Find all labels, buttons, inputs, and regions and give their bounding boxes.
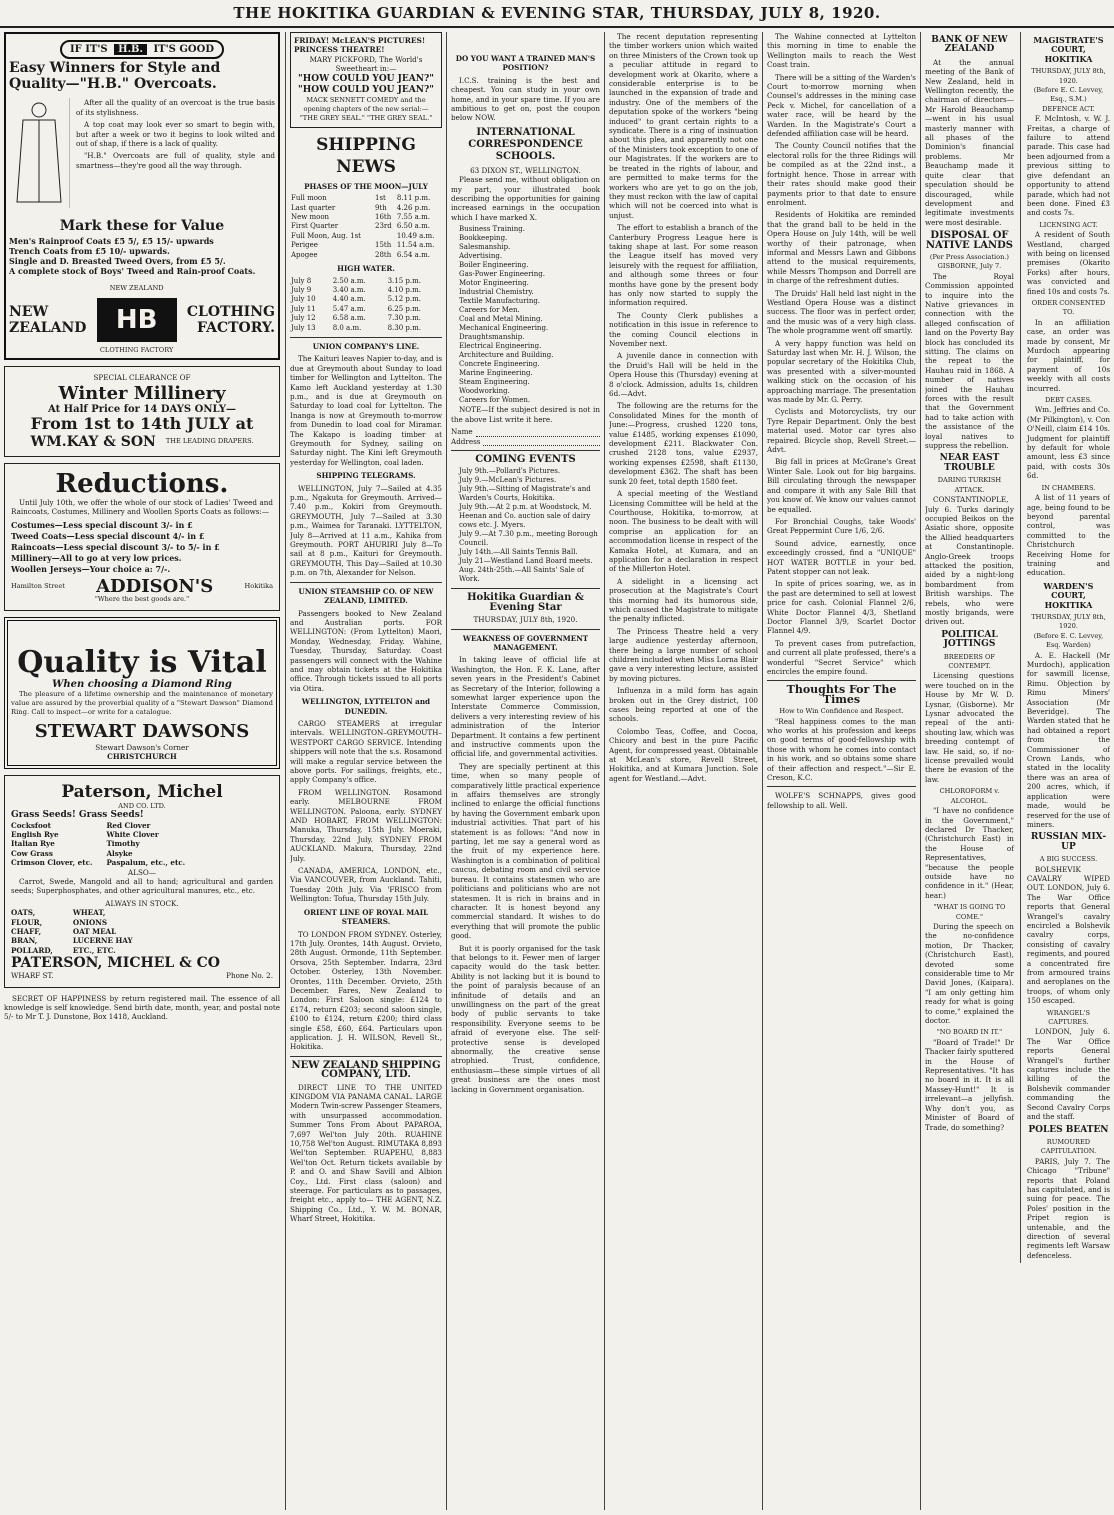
trained-heading: DO YOU WANT A TRAINED MAN'S POSITION? <box>455 54 596 73</box>
column-rule <box>604 32 605 1510</box>
court-date: THURSDAY, JULY 8th, 1920. <box>1031 67 1106 85</box>
course-item: Draughtsmanship. <box>459 333 525 342</box>
high-water-row-cell: 2.50 a.m. <box>332 276 366 285</box>
telegrams-text: WELLINGTON, July 7—Sailed at 4.35 p.m., Ngakuta for Greymouth. Arrived—7.40 p.m., Kokiri from Greymouth. GREYMOUTH, July 7—Sailed at 3.30 p.m., Waimea for Taranaki. LYTTELTON, July 8—Arrived at 11 a.m., Kahika from Greymouth. PORT AHURIRI July 8—To sail at 8 p.m., Kaituri for Greymouth. GREYMOUTH, This Day—Sailed at 10.30 p.m. on 7th, Alexander for Nelson. <box>290 483 442 578</box>
melbourne-text: FROM WELLINGTON. Rosamond early. MELBOURNE FROM WELLINGTON. Paloona, early. SYDNEY AND HOBART, FROM WELLINGTON: Manuka, Thursday, 15th July. Moeraki, Thursday, 22nd July. SYDNEY FROM AUCKLAND. Makura, Thursday, 22nd July. <box>290 787 442 863</box>
russian-sub: A BIG SUCCESS. <box>1039 855 1098 864</box>
going-text: During the speech on the no-confidence motion, Dr Thacker, (Christchurch East), devoted some considerable time to Mr David Jones, (Kaipara). "I am only getting him ready for what is going to come," explained the doctor. <box>925 921 1014 1026</box>
high-water-row-cell: 6.25 p.m. <box>387 304 421 313</box>
column-cables <box>925 32 1110 1510</box>
reductions-title: Reductions. <box>55 469 229 500</box>
editorial-paragraph: They are specially pertinent at this time, when so many people of comparatively little practical experience in affairs themselves are strongly inclined to enlarge the official functions by having the Government embark upon industrial activities. That part of his statement is as follows: "And now in parting, let me say a general word as the fruit of my experience here. Washington is a combination of political caucus, debating room and civil service bureau. It contains statesmen who are politicians and politicians who are not statesmen. It is rich in brains and in character. It is honest beyond any commercial standard. It wishes to do everything that will promote the public good. <box>451 761 600 941</box>
high-water-row <box>290 314 442 323</box>
poles-text: PARIS, July 7. The Chicago "Tribune" reports that Poland has capitulated, and is suing for peace. The Poles' position in the Pripet region is untenable, and the direction of several regiments left Warsaw defenceless. <box>1026 1156 1110 1260</box>
high-water-row-cell: 7.30 p.m. <box>387 314 421 323</box>
course-item: Advertising. <box>459 252 503 261</box>
reductions-town: Hokitika <box>244 582 273 591</box>
paterson-stock: ALWAYS IN STOCK. <box>105 898 179 908</box>
news-paragraph: A juvenile dance in connection with the Druid's Hall will be held in the Opera House this (Thursday) evening at 8 o'clock. Admission, adults 1s, children 6d.—Advt. <box>609 351 758 399</box>
moon-row-cell: 16th <box>375 213 392 222</box>
column-rule <box>920 32 921 1510</box>
moon-row <box>290 194 442 203</box>
coming-event-item: Aug. 24th-25th.—All Saints' Sale of Work. <box>459 566 584 584</box>
reductions-intro: Until July 10th, we offer the whole of our stock of Ladies' Tweed and Raincoats, Costumes, Millinery and Woollen Sports Coats as follows:— <box>11 498 273 517</box>
diamond-body: The pleasure of a lifetime ownership and the maintenance of monetary value are assured by the proverbial quality of a "Stewart Dawson" Diamond Ring. Call to inspect—or write for a catalogue. <box>11 689 273 717</box>
coming-events-list <box>451 467 600 584</box>
chambers-text: A list of 11 years of age, being found to be beyond parental control, was committed to the Christchurch Receiving Home for training and education. <box>1026 493 1110 578</box>
court-before: (Before E. C. Levvey, Esq., S.M.) <box>1033 86 1104 104</box>
diamond-corner: Stewart Dawson's Corner <box>95 742 189 752</box>
coming-event-item: July 21—Westland Land Board meets. <box>459 557 593 566</box>
court-heading: MAGISTRATE'S COURT, HOKITIKA <box>1033 35 1104 64</box>
moon-row-cell: 11.54 a.m. <box>396 241 435 250</box>
thoughts-text: "Real happiness comes to the man who works at his profession and keeps on good terms of good-fellowship with those with whom he comes into contact in his work, and so obtains some share of their affection and respect."—Sir E. Creson, K.C. <box>767 716 916 783</box>
paterson-phone: Phone No. 2. <box>226 971 273 981</box>
high-water-row-cell: 5.12 p.m. <box>387 295 421 304</box>
moon-row <box>290 232 442 241</box>
moon-row-cell: 28th <box>375 250 392 259</box>
course-item: Business Training. <box>459 225 525 234</box>
theatre-header: FRIDAY! McLEAN'S PICTURES! PRINCESS THEATRE! <box>294 36 426 55</box>
value-line: Trench Coats from £5 10/- upwards. <box>9 246 170 257</box>
high-water-table <box>290 277 442 333</box>
coming-event-item: July 14th.—All Saints Tennis Ball. <box>459 548 578 557</box>
reduction-item: Raincoats—Less special discount 3/- to 5/- in £ <box>11 541 220 552</box>
land-heading: DISPOSAL OF NATIVE LANDS <box>925 230 1014 251</box>
wellington-text: CARGO STEAMERS at irregular intervals. WELLINGTON–GREYMOUTH–WESTPORT CARGO SERVICE. Intending shippers will note that the s.s. Rosamond will make a regular service between the above ports. For sailings, freights, etc., apply Company's office. <box>290 718 442 785</box>
stock-right: WHEAT, ONIONS OAT MEAL LUCERNE HAY ETC., ETC. <box>72 908 133 955</box>
news-paragraph: To prevent cases from putrefaction, and current all plate professed, there's a wonderful "Secret Service" which encircles the empire found. <box>767 638 916 676</box>
course-item: Concrete Engineering. <box>459 360 540 369</box>
overcoat-man-illustration <box>9 98 70 208</box>
paper-title: Hokitika Guardian & Evening Star <box>467 592 584 613</box>
moon-row <box>290 241 442 250</box>
union-ad-text: Passengers booked to New Zealand and Australian ports. FOR WELLINGTON: (From Lyttelton) Maori, Monday, Wednesday, Friday. Wahine, Tuesday, Thursday, Saturday. Coast passengers will connect with the Wahine and may obtain tickets at the Hokitika office. Through tickets issued to all ports via Otira. <box>290 608 442 693</box>
high-water-row-cell: 5.47 a.m. <box>332 304 366 313</box>
order-text: In an affiliation case, an order was made by consent, Mr Murdoch appearing for plaintiff, for payment of 10s weekly with all costs incurred. <box>1026 317 1110 393</box>
millinery-ad <box>4 366 280 457</box>
moon-heading: PHASES OF THE MOON—JULY <box>304 181 428 191</box>
course-item: Careers for Women. <box>459 396 531 405</box>
course-item: Textile Manufacturing. <box>459 297 541 306</box>
millinery-dates: From 1st to 14th JULY at <box>30 414 254 434</box>
seeds-left: Cocksfoot English Rye Italian Rye Cow Grass Crimson Clover, etc. <box>11 820 93 868</box>
news-paragraph: The following are the returns for the Consolidated Mines for the month of June:—Progress, crushed 1220 tons, value £1485, working expenses £1090, development £211. Blackwater Con. crushed 2128 tons, value £2937, working expenses £2598, shaft £1130, development £362. The shaft has been sunk 20 feet, total depth 1580 feet. <box>609 401 758 486</box>
news-paragraph: Residents of Hokitika are reminded that the grand ball to be held in the Opera House on July 14th, will be well worthy of their patronage, when informal and Messrs Lawn and Gibbons attend to the musical requirements, while Messrs Thompson and Dorrell are in charge of the refreshment duties. <box>767 210 916 286</box>
hb-overcoats-ad <box>4 32 280 360</box>
column-local-news-2 <box>767 32 916 1510</box>
news-paragraph: Cyclists and Motorcyclists, try our Tyre Repair Department. Only the best material used. Motor car tyres also repaired. Bicycle shop, Revell Street.—Advt. <box>767 407 916 455</box>
high-water-row-cell: 8.0 a.m. <box>332 323 362 332</box>
course-item: Woodworking. <box>459 387 510 396</box>
moon-row-cell: Apogee <box>291 250 318 259</box>
high-water-row <box>290 295 442 304</box>
news-paragraph: In spite of prices soaring, we, as in the past are determined to sell at lowest price for cash. Colonial Flannel 2/6, White Doctor Flannel 4/3, Shetland Doctor Flannel 3/9, Scarlet Doctor Flannel 4/9. <box>767 579 916 636</box>
news-paragraph: A special meeting of the Westland Licensing Committee will be held at the Courthouse, Hokitika, to-morrow, at noon. The business to be dealt with will comprise an application for an accommodation license in respect of the Kamaka Hotel, at Kumara, and an application for a declaration in respect of the Millerton Hotel. <box>609 489 758 574</box>
hb-left-words: NEW ZEALAND <box>9 303 87 336</box>
warden-before: (Before E. C. Levvey, Esq. Warden) <box>1033 631 1104 650</box>
diamond-ring-ad <box>4 617 280 768</box>
coming-event-item: July 9th.—Pollard's Pictures. <box>459 467 561 476</box>
coming-event-item: July 9.—At 7.30 p.m., meeting Borough Council. <box>459 530 598 548</box>
high-water-heading: HIGH WATER. <box>337 264 395 274</box>
moon-row-cell: 6.50 a.m. <box>396 222 430 231</box>
hb-right-words: CLOTHING FACTORY. <box>186 303 275 336</box>
thoughts-heading: Thoughts For The Times <box>786 683 897 706</box>
moon-row <box>290 213 442 222</box>
millinery-line: At Half Price for 14 DAYS ONLY— <box>48 403 236 415</box>
paterson-also-text: Carrot, Swede, Mangold and all to hand; agricultural and garden seeds; Superphosphates, and other agricultural manures, etc., etc. <box>11 876 273 896</box>
course-item: Careers for Men. <box>459 306 520 315</box>
hb-body-2: A top coat may look ever so smart to begin with, but after a week or two it begins to look wilted and out of shap, if there is a lack of quality. <box>76 120 275 149</box>
defence-text: F. McIntosh, v. W. J. Freitas, a charge of failure to attend parade. This case had been adjourned from a previous sitting to give defendant an opportunity to attend parade, which had not been done. Fined £3 and costs 7s. <box>1026 114 1110 218</box>
news-paragraph: A sidelight in a licensing act prosecution at the Magistrate's Court this morning had its humorous side, which caused the Magistrate to mitigate the penalty inflicted. <box>609 576 758 624</box>
moon-row-cell: First Quarter <box>291 222 339 231</box>
reduction-item: Millinery—All to go at very low prices. <box>11 552 182 563</box>
trained-text: I.C.S. training is the best and cheapest. You can study in your own home, and in your spare time. If you are ambitious to get on, post the coupon below NOW. <box>451 75 600 123</box>
telegrams-heading: SHIPPING TELEGRAMS. <box>316 471 416 481</box>
canada-text: CANADA, AMERICA, LONDON, etc., Via VANCOUVER, from Auckland. Tahiti, Tuesday 20th July. Via 'FRISCO from Wellington: Tofua, Thursday 15th July. <box>290 866 442 904</box>
moon-row <box>290 222 442 231</box>
course-item: Architecture and Building. <box>459 351 554 360</box>
column-ads-left <box>4 32 280 1510</box>
value-heading: Mark these for Value <box>59 218 225 235</box>
thoughts-sub: How to Win Confidence and Respect. <box>779 707 904 716</box>
address-line: Address <box>451 437 600 446</box>
hb-logo: NEW ZEALAND HB CLOTHING FACTORY <box>97 284 177 355</box>
value-line: Men's Rainproof Coats £5 5/, £5 15/- upwards <box>9 236 214 247</box>
course-item: Bookkeeping. <box>459 234 508 243</box>
debt-heading: DEBT CASES. <box>1044 396 1092 405</box>
course-item: Coal and Metal Mining. <box>459 315 543 324</box>
defence-heading: DEFENCE ACT. <box>1042 104 1095 113</box>
course-item: Industrial Chemistry. <box>459 288 534 297</box>
news-paragraph: There will be a sitting of the Warden's Court to-morrow morning when Counsel's addresses in the mining case Peck v. Michel, for cancellation of a water race, will be heard by the Warden. In the Magistrate's Court a defended affiliation case will be heard. <box>767 72 916 139</box>
hb-headline: Easy Winners for Style and Quality—"H.B." Overcoats. <box>9 60 221 93</box>
news-paragraph: The Wahine connected at Lyttelton this morning in time to enable the Wellington mails to reach the West Coast train. <box>767 32 916 70</box>
diamond-firm: STEWART DAWSONS <box>34 720 250 742</box>
column-rule <box>285 32 286 1510</box>
high-water-row-cell: 3.15 p.m. <box>387 276 421 285</box>
paterson-foot: PATERSON, MICHEL & CO <box>11 955 220 972</box>
near-east-sub: DARING TURKISH ATTACK. <box>937 476 1002 494</box>
moon-row-cell: Last quarter <box>291 203 336 212</box>
paper-date: THURSDAY, JULY 8th, 1920. <box>473 615 578 625</box>
licensing-text: A resident of South Westland, charged with being on licensed premises (Okarito Forks) after hours, was convicted and fined 10s and costs 7s. <box>1026 230 1110 296</box>
union-text: The Kaituri leaves Napier to-day, and is due at Greymouth about Sunday to load timber for Wellington and Lyttelton. The Kamo left Auckland yesterday at 1.30 p.m., and is due at Greymouth on Saturday to load coal for Lyttelton. The Inanga is now at Greymouth to-morrow from Dunedin to load coal for Miramar. The Kakapo is loading timber at Greymouth for Sydney, sailing on Saturday night. The Kini left Greymouth yesterday for Wellington, coal laden. <box>290 354 442 467</box>
nz-shipping-text: DIRECT LINE TO THE UNITED KINGDOM VIA PANAMA CANAL. LARGE Modern Twin-screw Passenger Steamers, with unsurpassed accommodation. Summer Tons From About PAPAROA, 7,697 Wel'ton July 20th. RUAHINE 10,758 Wel'ton August. RIMUTAKA 8,893 Wel'ton September. RUAPEHU, 8,883 Wel'ton Oct. Return tickets available by P. and O. and Shaw Savill and Albion Coy., Ltd. First class (saloon) and steerage. For particulars as to passages, freight etc., apply to— THE AGENT, N.Z. Shipping Co., Ltd., Y. W. M. BONAR, Wharf Street, Hokitika. <box>290 1082 442 1224</box>
wolfes-schnapps-ad: WOLFE'S SCHNAPPS, gives good fellowship to all. Well. <box>767 791 916 810</box>
ics-address: 63 DIXON ST., WELLINGTON. <box>470 165 581 175</box>
theatre-ad <box>290 32 442 128</box>
course-item: Mechanical Engineering. <box>459 324 549 333</box>
board-heading: "NO BOARD IN IT." <box>936 1028 1003 1037</box>
land-dateline: GISBORNE, July 7. <box>937 262 1002 271</box>
value-line: A complete stock of Boys' Tweed and Rain-proof Coats. <box>9 266 256 277</box>
editorial-heading: WEAKNESS OF GOVERNMENT MANAGEMENT. <box>462 633 589 652</box>
news-paragraph: The Druids' Hall held last night in the Westland Opera House was a distinct success. The floor was in perfect order, and the music was of a very high class. The whole programme went off smartly. <box>767 288 916 336</box>
column-shipping <box>290 32 442 1510</box>
hb-mini-logo: H.B. <box>114 44 147 55</box>
reductions-ad <box>4 463 280 611</box>
course-item: Electrical Engineering. <box>459 342 542 351</box>
diamond-sub: When choosing a Diamond Ring <box>52 679 232 691</box>
secret-of-happiness-ad: SECRET OF HAPPINESS by return registered mail. The essence of all knowledge is self knowledge. Send birth date, month, year, and postal note 5/- to Mr T. J. Dunstone, Box 1418, Auckland. <box>4 993 280 1022</box>
wellington-line: WELLINGTON, LYTTELTON and DUNEDIN. <box>301 697 431 716</box>
political-sub: BREEDERS OF CONTEMPT. <box>943 652 996 670</box>
wrangel-heading: WRANGEL'S CAPTURES. <box>1046 1008 1090 1027</box>
moon-row-cell: 4.26 p.m. <box>396 203 431 212</box>
diamond-city: CHRISTCHURCH <box>107 752 177 762</box>
theatre-title: "HOW COULD YOU JEAN?" "HOW COULD YOU JEAN?" <box>298 73 434 95</box>
news-paragraph: Sound advice, earnestly, once exceedingly crossed, find a "UNIQUE" HOT WATER BOTTLE in your bed. Patent stopper can not leak. <box>767 538 916 576</box>
near-east-text: CONSTANTINOPLE, July 6. Turks daringly occupied Beikos on the Asiatic shore, opposite the Allied headquarters at Constantinople. Anglo-Greek troops attacked the position, aided by a night-long bombardment from British warships. The rebels, who were mostly brigands, were driven out. <box>925 495 1014 627</box>
paterson-heading: Grass Seeds! Grass Seeds! <box>11 810 144 821</box>
millinery-firm: WM.KAY & SON <box>30 434 156 451</box>
orient-text: TO LONDON FROM SYDNEY. Osterley, 17th July. Orontes, 14th August. Orvieto, 28th August. Ormonde, 11th September. Orsova, 25th September. Indarra, 23rd October. Osterley, 13th November. Orontes, 11th December. Orvieto, 25th December. Fares, New Zealand to London: First Saloon single: £124 to £174, return £203; second saloon single, £100 to £124, return £200; third class single £58, £60, £64. Particulars upon application. J. H. WILSON, Revell St., Hokitika. <box>290 929 442 1052</box>
column-rule <box>446 32 447 1510</box>
coming-event-item: July 9th.—At 2 p.m. at Woodstock, M. Heenan and Co. auction sale of dairy cows etc. J. Myers. <box>459 503 592 530</box>
going-heading: "WHAT IS GOING TO COME." <box>933 903 1006 921</box>
slogan-right: IT'S GOOD <box>153 44 215 55</box>
coming-event-item: July 9th.—Sitting of Magistrate's and Warden's Courts, Hokitika. <box>459 485 591 503</box>
russian-text: BOLSHEVIK CAVALRY WIPED OUT. LONDON, July 6. The War Office reports that General Wrangel's cavalry encircled a Bolshevik cavalry corps, consisting of cavalry regiments, and poured a concentrated fire from armoured trains and aeroplanes on the troops, of whom only 150 escaped. <box>1026 864 1110 1006</box>
reductions-motto: "Where the best goods are." <box>94 594 190 603</box>
high-water-row-cell: July 12 <box>291 314 316 323</box>
bank-and-cables <box>925 32 1014 1263</box>
reduction-item: Costumes—Less special discount 3/- in £ <box>11 519 193 530</box>
reductions-firm: ADDISON'S <box>96 575 214 597</box>
warden-text: A. E. Hackell (Mr Murdoch), application for sawmill license, Rimu. Objection by Rimu Miners' Association (Mr Beveridge). The Warden stated that he had obtained a report from the Commissioner of Crown Lands, who stated in the locality there was an area of 200 acres, which, if application were made, would be reserved for the use of miners. <box>1026 650 1110 829</box>
moon-row-cell: 1st <box>375 194 386 203</box>
theatre-line2: MACK SENNETT COMEDY and the opening chapters of the new serial:— "THE GREY SEAL." "THE GREY SEAL." <box>299 95 433 123</box>
reduction-item: Tweed Coats—Less special discount 4/- in £ <box>11 530 205 541</box>
course-item: Gas-Power Engineering. <box>459 270 545 279</box>
licensing-heading: LICENSING ACT. <box>1039 220 1098 229</box>
nz-shipping-title: NEW ZEALAND SHIPPING COMPANY, LTD. <box>291 1059 441 1081</box>
coming-events-heading: COMING EVENTS <box>475 453 576 465</box>
news-paragraph: The recent deputation representing the timber workers union which waited on three Ministers of the Crown took up a peculiar attitude in regard to development work at Okarito, where a considerable enterprise is to be launched in the expansion of trade and industry. One of the members of the deputation spoke of the workers "being induced" to grant certain rights to a syndicate. There is a ring of insinuation about this plea, and apparently not one of the Ministers took exception to one of our Magistrates. If the workers are to be treated in the rights of labour, and are permitted to make terms for the workers who are yet to go on the job, they must reckon with the law of capital which will not be coerced into what is unjust. <box>609 32 758 220</box>
political-heading: POLITICAL JOTTINGS <box>941 629 998 650</box>
high-water-row-cell: 8.30 p.m. <box>387 323 421 332</box>
hb-body-3: "H.B." Overcoats are full of quality, style and smartness—they're good all the way through. <box>76 151 275 170</box>
paterson-michel-ad <box>4 775 280 988</box>
moon-row-cell: Full Moon, Aug. 1st <box>291 231 361 240</box>
debt-text: Wm. Jeffries and Co. (Mr Pilkington), v. Con O'Neill, claim £14 10s. Judgment for plaintiff by default for whole amount, less £3 since paid, with costs 30s 6d. <box>1026 405 1110 481</box>
board-text: "Board of Trade!" Dr Thacker fairly sputtered in the House of Representatives. "It has no board in it. It is all Massey-Hunt!" It is irrelevant—a jellyfish. Why don't you, as Minister of Board of Trade, do something? <box>925 1037 1014 1132</box>
paterson-firm: Paterson, Michel <box>61 781 223 802</box>
editorial-paragraph: But it is poorly organised for the task that belongs to it. Fewer men of larger capacity would do the task better. Ability is not lacking but it is bound to the point of paralysis because of an infinitude of details and an unwillingness on the part of the great body of public servants to take responsibility. Everyone seems to be afraid of everyone else. The self-protective sense is developed abnormally, the creative sense atrophied. Trust, confidence, enthusiasm—these simple virtues of all great business are the ones most lacking in Government organisation. <box>451 943 600 1094</box>
moon-row-cell: 10.49 a.m. <box>396 231 435 240</box>
slogan-left: IF IT'S <box>69 44 108 55</box>
high-water-row-cell: July 11 <box>291 304 316 313</box>
stock-left: OATS, FLOUR, CHAFF, BRAN, POLLARD, <box>11 908 53 955</box>
poles-heading: POLES BEATEN <box>1028 1124 1109 1135</box>
hb-body-1: After all the quality of an overcoat is the true basis of its stylishness. <box>76 98 275 117</box>
column-rule <box>762 32 763 1510</box>
course-item: Salesmanship. <box>459 243 511 252</box>
moon-row-cell: 15th <box>375 241 392 250</box>
course-item: Marine Engineering. <box>459 369 533 378</box>
paterson-also: ALSO— <box>128 867 156 877</box>
news-paragraph: Influenza in a mild form has again broken out in the Grey district, 100 cases being reported at one of the schools. <box>609 686 758 724</box>
poles-sub: RUMOURED CAPITULATION. <box>1040 1137 1097 1156</box>
ics-title: INTERNATIONAL CORRESPONDENCE SCHOOLS. <box>468 126 583 162</box>
editorial-paragraph: In taking leave of official life at Washington, the Hon. F. K. Lane, after seven years in the President's Cabinet as Secretary of the Interior, following a somewhat larger experience upon the Interstate Commerce Commission, delivers a very interesting review of his administration of the Interior Department. It contains a few pertinent and instructive comments upon the official life, and governmental activities. <box>451 655 600 759</box>
coming-event-item: July 9.—McLean's Pictures. <box>459 476 557 485</box>
high-water-row <box>290 286 442 295</box>
moon-row-cell: 9th <box>375 203 387 212</box>
ics-note: NOTE—If the subject desired is not in the above List write it here. <box>451 405 600 424</box>
course-item: Boiler Engineering. <box>459 261 529 270</box>
moon-row-cell: 23rd <box>375 222 392 231</box>
seeds-right: Red Clover White Clover Timothy Alsyke Paspalum, etc., etc. <box>106 820 186 868</box>
high-water-row-cell: 4.40 a.m. <box>332 295 366 304</box>
reductions-street: Hamilton Street <box>11 582 65 591</box>
order-heading: ORDER CONSENTED TO. <box>1031 298 1106 317</box>
moon-row <box>290 204 442 213</box>
moon-row-cell: 8.11 p.m. <box>396 194 431 203</box>
news-paragraph: For Bronchial Coughs, take Woods' Great Peppermint Cure 1/6, 2/6. <box>767 516 916 536</box>
warden-date: THURSDAY, JULY 8th, 1920. <box>1031 612 1106 631</box>
high-water-row <box>290 324 442 333</box>
moon-row-cell: New moon <box>291 213 330 222</box>
value-line: Single and D. Breasted Tweed Overs, from £5 5/. <box>9 256 226 267</box>
course-item: Motor Engineering. <box>459 279 529 288</box>
paterson-co: AND CO. LTD. <box>118 801 166 810</box>
millinery-title: Winter Millinery <box>58 382 226 404</box>
high-water-row-cell: 6.58 a.m. <box>332 314 366 323</box>
moon-table <box>290 194 442 260</box>
news-paragraph: The County Clerk publishes a notification in this issue in reference to the coming Council elections in November next. <box>609 310 758 348</box>
moon-row-cell: 6.54 a.m. <box>396 250 430 259</box>
ics-body: Please send me, without obligation on my part, your illustrated book describing the opportunities for gaining increased earnings in the occupation which I have marked X. <box>451 175 600 222</box>
news-paragraph: The County Council notifies that the electoral rolls for the three Ridings will be compiled as at the 22nd inst., a fortnight hence. Those in arrear with their rates should make good their payments prior to that date to ensure enrolment. <box>767 141 916 207</box>
high-water-row-cell: 3.40 a.m. <box>332 285 366 294</box>
union-heading: UNION COMPANY'S LINE. <box>312 341 420 351</box>
high-water-row-cell: July 9 <box>291 285 312 294</box>
land-text: The Royal Commission appointed to inquire into the Native grievances in connection with the alleged confiscation of land on the Poverty Bay block has concluded its sitting. The claims on the repeat to the Hauhau raid in 1868. A number of natives joined the Hauhau forces with the result that the Government had to take action with the assistance of the loyal natives to suppress the rebellion. <box>925 271 1014 451</box>
column-ics-editorial <box>451 32 600 1510</box>
diamond-title: Quality is Vital <box>17 645 267 681</box>
news-paragraph: The effort to establish a branch of the Canterbury Progress League here is taking shape at last. For some reason the League itself has moved very leisurely with the request for affiliation, and although some threes or four months have gone by the present body has only now started to supply the information required. <box>609 223 758 308</box>
near-east-heading: NEAR EAST TROUBLE <box>939 453 1000 473</box>
high-water-row <box>290 277 442 286</box>
course-list <box>451 225 600 405</box>
high-water-row-cell: July 8 <box>291 276 312 285</box>
land-assoc: (Per Press Association.) <box>929 252 1009 261</box>
courts-and-cables <box>1027 32 1110 1263</box>
moon-row-cell: Perigee <box>291 241 318 250</box>
millinery-tag: THE LEADING DRAPERS. <box>165 437 254 446</box>
high-water-row-cell: July 10 <box>291 295 316 304</box>
chloroform-heading: CHLOROFORM v. ALCOHOL. <box>939 787 1000 805</box>
theatre-line1: MARY PICKFORD, The World's Sweetheart in:— <box>309 54 423 74</box>
news-paragraph: The Princess Theatre held a very large audience yesterday afternoon, there being a large number of school children included when Miss Lorna Blair gave a very interesting lecture, assisted by moving pictures. <box>609 626 758 683</box>
course-item: Steam Engineering. <box>459 378 530 387</box>
name-line: Name <box>451 427 600 436</box>
high-water-row <box>290 305 442 314</box>
moon-row-cell: 7.55 a.m. <box>396 213 430 222</box>
orient-title: ORIENT LINE OF ROYAL MAIL STEAMERS. <box>303 907 429 927</box>
moon-row <box>290 251 442 260</box>
masthead: THE HOKITIKA GUARDIAN & EVENING STAR, THURSDAY, JULY 8, 1920. <box>0 0 1114 28</box>
chambers-heading: IN CHAMBERS. <box>1041 483 1096 492</box>
chloroform-text: "I have no confidence in the Government," declared Dr Thacker, (Christchurch East) in the House of Representatives, "because the people outside have no confidence in it." (Hear, hear.) <box>925 806 1014 900</box>
news-paragraph: Big fall in prices at McGrane's Great Winter Sale. Look out for big bargains. Bill circulating through the newspaper and compare it with any Sale Bill that you know of. We know our values cannot be equalled. <box>767 457 916 514</box>
shipping-title: SHIPPING NEWS <box>316 134 416 177</box>
column-local-news-1 <box>609 32 758 1510</box>
news-paragraph: A very happy function was held on Saturday last when Mr. H. J. Wilson, the popular secretary of the Hokitika Club, was presented with a silver-mounted walking stick on the occasion of his approaching marriage. The presentation was made by Mr. G. Perry. <box>767 338 916 405</box>
moon-row-cell <box>374 232 396 241</box>
wrangel-text: LONDON, July 6. The War Office reports General Wrangel's further captures include the killing of the Bolshevik commander commanding the Second Cavalry Corps and the staff. <box>1026 1027 1110 1122</box>
political-text: Licensing questions were touched on in the House by Mr W. D. Lysnar, (Gisborne). Mr Lysnar advocated the repeal of the anti-shouting law, which was breeding contempt of law. He said, so, if no-license prevailed would there be evasion of the law. <box>925 671 1014 784</box>
union-ad-title: UNION STEAMSHIP CO. OF NEW ZEALAND, LIMITED. <box>298 586 434 606</box>
paterson-wharf: WHARF ST. <box>11 971 54 981</box>
hb-slogan <box>9 45 275 54</box>
bank-heading: BANK OF NEW ZEALAND <box>931 35 1008 55</box>
russian-heading: RUSSIAN MIX-UP <box>1030 832 1107 852</box>
reduction-item: Woollen Jerseys—Your choice a: 7/-. <box>11 563 171 574</box>
warden-heading: WARDEN'S COURT, HOKITIKA <box>1043 580 1094 610</box>
news-paragraph: Colombo Teas, Coffee, and Cocoa, Chicory and best in the pure Pacific Agent, for compressed yeast. Obtainable at McLean's store, Revell Street, Hokitika, and at Kumara Junction. Sole agent for Westland.—Advt. <box>609 726 758 783</box>
high-water-row-cell: July 13 <box>291 323 316 332</box>
millinery-pre: SPECIAL CLEARANCE OF <box>93 373 191 383</box>
high-water-row-cell: 4.10 p.m. <box>387 285 421 294</box>
moon-row-cell: Full moon <box>291 194 327 203</box>
bank-text: At the annual meeting of the Bank of New Zealand, held in Wellington recently, the chairman of directors—Mr Harold Beauchamp—went in his usual masterly manner with all phases of the Dominion's financial problems. Mr Beauchamp made it quite clear that speculation should be discouraged, while development and legitimate investments were most desirable. <box>925 57 1014 227</box>
